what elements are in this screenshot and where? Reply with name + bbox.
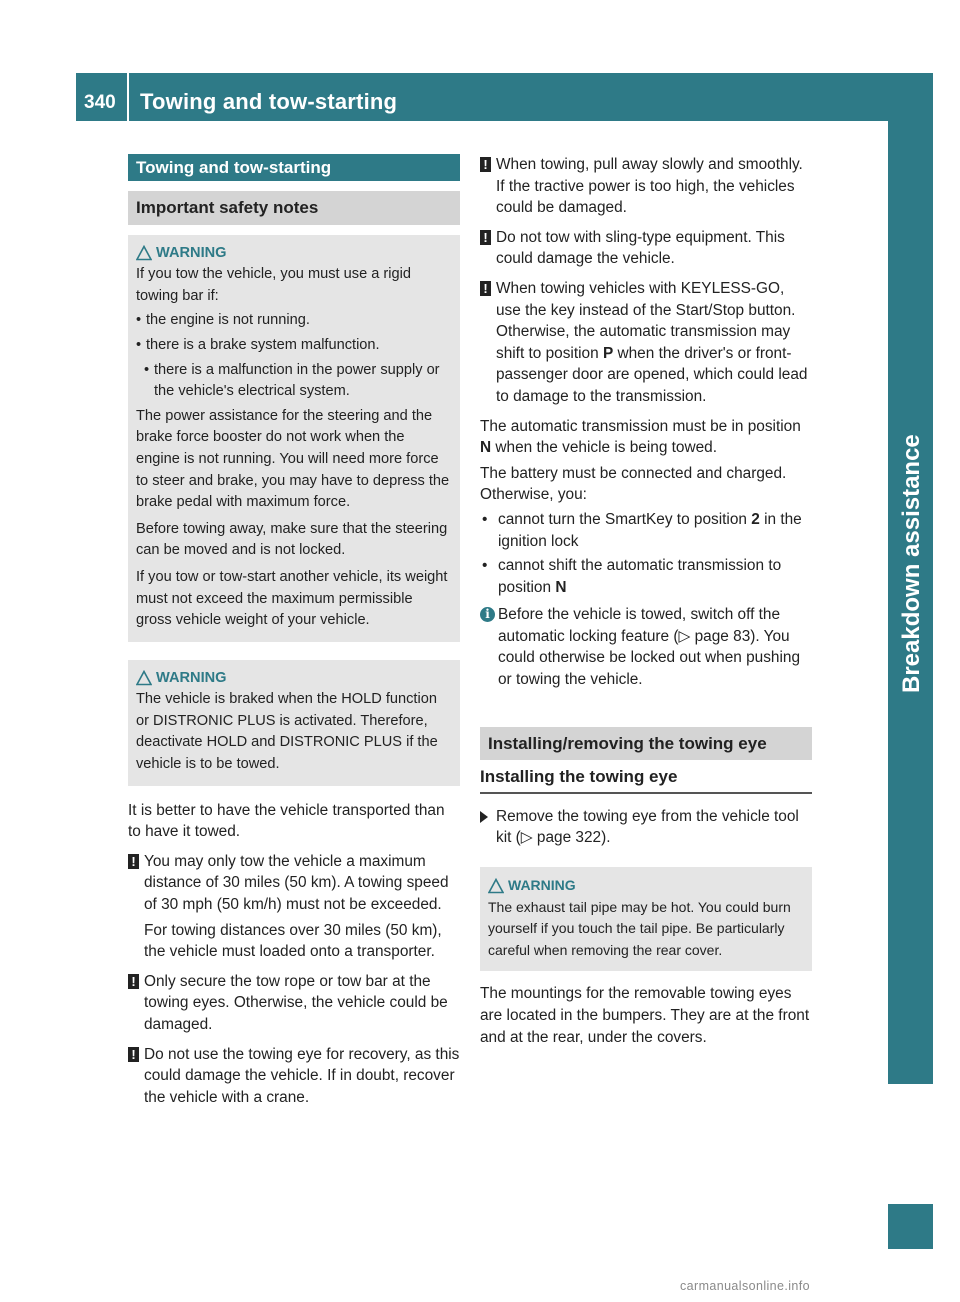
list-item: • cannot shift the automatic transmission to position N (482, 555, 812, 598)
paragraph: It is better to have the vehicle transported than to have it towed. (128, 801, 445, 841)
step-arrow-icon (480, 811, 488, 823)
caution-note (480, 227, 812, 270)
warning-icon (136, 670, 152, 686)
caution-note (128, 851, 460, 916)
list-item: • cannot turn the SmartKey to position 2 in the ignition lock (482, 509, 812, 552)
subsection-title: Important safety notes (128, 191, 460, 225)
note-text: Do not tow with sling-type equipment. This could damage the vehicle. (496, 228, 785, 268)
note-text: For towing distances over 30 miles (50 km), the vehicle must loaded onto a transporter. (144, 921, 442, 961)
warning-label: WARNING (508, 877, 576, 894)
note-text: You may only tow the vehicle a maximum distance of 30 miles (50 km). A towing speed of 30 mph (50 km/h) must not be exceeded. (144, 852, 449, 914)
warning-box (128, 235, 460, 642)
warning-bullet: • the engine is not running. (136, 310, 452, 332)
warning-box (128, 660, 460, 786)
caution-icon: ! (480, 281, 491, 296)
warning-heading (136, 243, 452, 265)
paragraph: The battery must be connected and charged. Otherwise, you: (480, 464, 787, 504)
page-number: 340 (84, 92, 116, 113)
warning-intro: If you tow the vehicle, you must use a rigid towing bar if: (136, 266, 411, 304)
info-note (480, 604, 812, 690)
warning-heading (488, 875, 804, 897)
side-tab-label: Breakdown assistance (898, 434, 925, 693)
info-icon: i (480, 607, 495, 622)
warning-heading (136, 668, 452, 690)
note-continuation (128, 920, 460, 963)
warning-text: The vehicle is braked when the HOLD function or DISTRONIC PLUS is activated. Therefore, deactivate HOLD and DISTRONIC PLUS if the vehicle is to be towed. (136, 691, 438, 773)
note-text: When towing vehicles with KEYLESS-GO, use the key instead of the Start/Stop button. Otherwise, the automatic transmission may shift to position P when the driver's or front-passenger door are opened, which could lead to damage to the transmission. (496, 279, 808, 405)
right-column (480, 154, 812, 1048)
warning-paragraph: If you tow or tow-start another vehicle, its weight must not exceed the maximum permissible gross vehicle weight of your vehicle. (136, 568, 448, 629)
warning-text: The exhaust tail pipe may be hot. You could burn yourself if you touch the tail pipe. Be particularly careful when removing the rear cover. (488, 898, 791, 958)
paragraph: The mountings for the removable towing eyes are located in the bumpers. They are at the front and at the rear, under the covers. (480, 985, 810, 1046)
side-marker (888, 1204, 933, 1249)
caution-note (128, 1044, 460, 1109)
caution-note (480, 278, 812, 408)
subsection-title: Installing/removing the towing eye (480, 727, 812, 761)
warning-paragraph: Before towing away, make sure that the steering can be moved and is not locked. (136, 520, 448, 559)
instruction-step (480, 806, 812, 849)
caution-icon: ! (128, 854, 139, 869)
caution-icon: ! (128, 1047, 139, 1062)
warning-bullet: • there is a malfunction in the power supply or the vehicle's electrical system. (136, 360, 452, 403)
note-text: Do not use the towing eye for recovery, as this could damage the vehicle. If in doubt, recover the vehicle with a crane. (144, 1045, 460, 1106)
note-text: When towing, pull away slowly and smoothly. If the tractive power is too high, the vehicles could be damaged. (496, 156, 803, 217)
left-column (128, 154, 460, 1108)
warning-bullet: • there is a brake system malfunction. (136, 335, 452, 357)
warning-icon (136, 245, 152, 261)
note-text: Only secure the tow rope or tow bar at the towing eyes. Otherwise, the vehicle could be damaged. (144, 972, 448, 1033)
subsubsection-title: Installing the towing eye (480, 766, 812, 794)
caution-note (128, 971, 460, 1036)
caution-note (480, 154, 812, 219)
side-tab-label-wrap (888, 73, 933, 713)
warning-label: WARNING (156, 669, 227, 686)
page-title: Towing and tow-starting (140, 89, 398, 114)
caution-icon: ! (480, 230, 491, 245)
step-text: Remove the towing eye from the vehicle tool kit (▷ page 322). (496, 807, 799, 847)
header-divider (127, 73, 129, 121)
warning-icon (488, 878, 504, 894)
section-title: Towing and tow-starting (128, 154, 460, 181)
note-text: Before the vehicle is towed, switch off the automatic locking feature (▷ page 83). You could otherwise be locked out when pushing or towing the vehicle. (498, 606, 801, 689)
caution-icon: ! (128, 974, 139, 989)
paragraph: The automatic transmission must be in position N when the vehicle is being towed. (480, 417, 801, 457)
caution-icon: ! (480, 157, 491, 172)
warning-label: WARNING (156, 244, 227, 261)
warning-paragraph: The power assistance for the steering and the brake force booster do not work when the engine is not running. You will need more force to steer and brake, you may have to depress the brake pedal with maximum force. (136, 407, 450, 511)
watermark: carmanualsonline.info (680, 1279, 811, 1293)
warning-box (480, 867, 812, 971)
bullet-list (480, 509, 812, 598)
